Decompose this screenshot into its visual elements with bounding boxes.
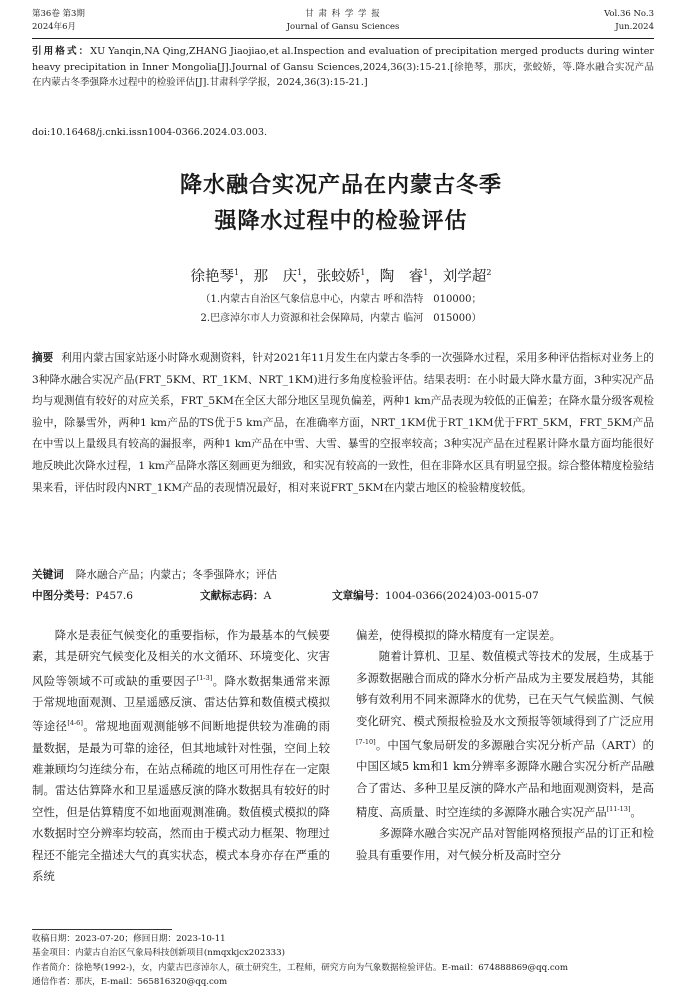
affiliation-1: （1.内蒙古自治区气象信息中心，内蒙古 呼和浩特 010000； (200, 294, 482, 305)
citation-ref: [7-10] (356, 738, 376, 747)
doc-code-label: 文献标志码： (200, 590, 264, 602)
footnotes (32, 932, 654, 990)
classification-line (32, 586, 654, 606)
footnote-corresponding: 通信作者：那庆，E-mail：565816320@qq.com (32, 977, 228, 988)
author-separator: ， (428, 268, 443, 285)
clc-number (32, 586, 133, 606)
keywords (32, 565, 654, 585)
abstract-text: 利用内蒙古国家站逐小时降水观测资料，针对2021年11月发生在内蒙古冬季的一次强降水过程，采用多种评估指标对业务上的3种降水融合实况产品(FRT_5KM、RT_1KM、NRT_1KM)进行多角度检验评估。结果表明：在小时最大降水量方面，3种实况产品均与观测值有较好的对应关系，FRT_5KM在全区大部分地区呈现负偏差，两种1 km产品表现为较低的正偏差；在降水量分级客观检验中，除暴雪外，两种1 km产品的TS优于5 km产品，在准确率方面，NRT_1KM优于RT_1KM优于FRT_5KM，FRT_5KM产品在中雪以上量级具有较高的漏报率，两种1 km产品在中雪、大雪、暴雪的空报率较高；3种实况产品在过程累计降水量方面均能很好地反映此次降水过程，1 km产品降水落区刻画更为细致，和实况有较高的一致性，但在非降水区具有明显空报。综合整体精度检验结果来看，评估时段内NRT_1KM产品的表现情况最好，相对来说FRT_5KM在内蒙古地区的检验精度较低。 (32, 352, 655, 494)
author-separator: ， (365, 268, 380, 285)
keywords-text: 降水融合产品；内蒙古；冬季强降水；评估 (75, 569, 278, 581)
article-number-label: 文章编号： (332, 590, 385, 602)
citation-text: XU Yanqin,NA Qing,ZHANG Jiaojiao,et al.Inspection and evaluation of precipitation merged products during winter heavy precipitation in Inner Mongolia[J].Journal of Gansu Sciences,2024,36(3):15-21.[徐艳琴，那庆，张蛟娇，等.降水融合实况产品在内蒙古冬季强降水过程中的检验评估[J].甘肃科学学报，2024,36(3):15-21.] (32, 46, 655, 89)
running-header (32, 8, 654, 36)
footnote-author: 作者简介：徐艳琴(1992-)，女，内蒙古巴彦淖尔人，硕士研究生，工程师，研究方向为气象数据检验评估。E-mail：674888869@qq.com (32, 962, 568, 973)
body-text: 降水是表征气候变化的重要指标，作为最基本的气候要素，其是研究气候变化及相关的水文循环、环境变化、灾害风险等领域不可或缺的重要因子 (32, 628, 330, 688)
footnote-rule (32, 929, 172, 930)
citation-ref: [4-6] (67, 719, 83, 728)
body-text: 。常规地面观测能够不间断地提供较为准确的雨量数据，是最为可靠的途径，但其地域针对性强，空间上较难兼顾均匀连续分布，在站点稀疏的地区可用性存在一定限制。雷达估算降水和卫星遥感反演的降水数据具有较好的时空性，但是估算精度不如地面观测准确。数值模式模拟的降水数据时空分辨率均较高，然而由于模式动力框架、物理过程还不能完全描述大气的真实状态，模式本身亦存在严重的系统 (32, 719, 330, 884)
clc-label: 中图分类号： (32, 590, 96, 602)
header-volume-en: Vol.36 No.3 (604, 9, 654, 19)
author-affil-mark: 1 (297, 268, 303, 277)
author-list (0, 262, 682, 288)
title-line-2: 强降水过程中的检验评估 (214, 209, 468, 234)
abstract-label: 摘要 (32, 352, 54, 364)
citation-block (32, 44, 654, 91)
doi: doi:10.16468/j.cnki.issn1004-0366.2024.03.003. (32, 127, 268, 138)
clc-value: P457.6 (95, 590, 134, 602)
header-issue-en (604, 8, 654, 34)
author: 张蛟娇 (316, 268, 361, 285)
body-text: 。中国气象局研发的多源融合实况分析产品（ART）的中国区域5 km和1 km分辨率多源降水融合实况分析产品融合了雷达、多种卫星反演的降水产品和地面观测资料，是高精度、高质量、时空连续的多源降水融合实况产品 (356, 737, 654, 819)
keywords-label: 关键词 (32, 569, 64, 581)
header-rule (32, 38, 654, 39)
body-paragraph: 多源降水融合实况产品对智能网格预报产品的订正和检验具有重要作用，对气候分析及高时空分 (356, 826, 654, 862)
footnote-received: 收稿日期：2023-07-20；修回日期：2023-10-11 (32, 934, 226, 944)
author-affil-mark: 1 (234, 268, 240, 277)
header-journal-en: Journal of Gansu Sciences (286, 22, 400, 32)
body-column-left (32, 625, 330, 887)
body-text: 。 (630, 804, 642, 819)
body-paragraph (32, 625, 330, 887)
author-separator: ， (239, 268, 254, 285)
author-affil-mark: 1 (360, 268, 366, 277)
author: 那 庆 (253, 268, 298, 285)
affiliation-2: 2.巴彦淖尔市人力资源和社会保障局，内蒙古 临河 015000） (200, 313, 482, 324)
author-affil-mark: 1 (423, 268, 429, 277)
header-journal-cn: 甘 肃 科 学 学 报 (305, 9, 381, 19)
article-number (332, 586, 539, 606)
author-separator: ， (302, 268, 317, 285)
author-affil-mark: 2 (486, 268, 492, 277)
body-column-right (356, 625, 654, 866)
footnote-fund: 基金项目：内蒙古自治区气象局科技创新项目(nmqxkjcx202333) (32, 948, 285, 959)
body-text: 随着计算机、卫星、数值模式等技术的发展，生成基于多源数据融合而成的降水分析产品成为主要发展趋势，其能够有效利用不同来源降水的优势，已在天气气候监测、气候变化研究、模式预报检验及水文预报等领域得到了广泛应用 (356, 649, 654, 728)
body-paragraph (356, 646, 654, 823)
article-number-value: 1004-0366(2024)03-0015-07 (384, 590, 539, 602)
header-date-en: Jun.2024 (615, 22, 654, 32)
body-text: 。降水数据集通常来源于常规地面观测、卫星遥感反演、雷达估算和数值模式模拟等途径 (32, 673, 330, 734)
header-date: 2024年6月 (32, 22, 77, 32)
citation-label: 引用格式： (32, 46, 91, 57)
abstract (32, 348, 654, 499)
author: 陶 睿 (379, 268, 424, 285)
document-code (200, 586, 271, 606)
doc-code-value: A (263, 590, 272, 602)
affiliations (0, 290, 682, 328)
author: 徐艳琴 (190, 268, 235, 285)
header-journal (32, 8, 654, 34)
title-line-1: 降水融合实况产品在内蒙古冬季 (179, 173, 502, 198)
author: 刘学超 (442, 268, 487, 285)
body-paragraph-continued: 偏差，使得模拟的降水精度有一定误差。 (356, 628, 562, 642)
citation-ref: [11-13] (606, 805, 631, 814)
header-volume: 第36卷 第3期 (32, 9, 85, 19)
paper-title (0, 168, 682, 240)
citation-ref: [1-3] (196, 673, 213, 682)
